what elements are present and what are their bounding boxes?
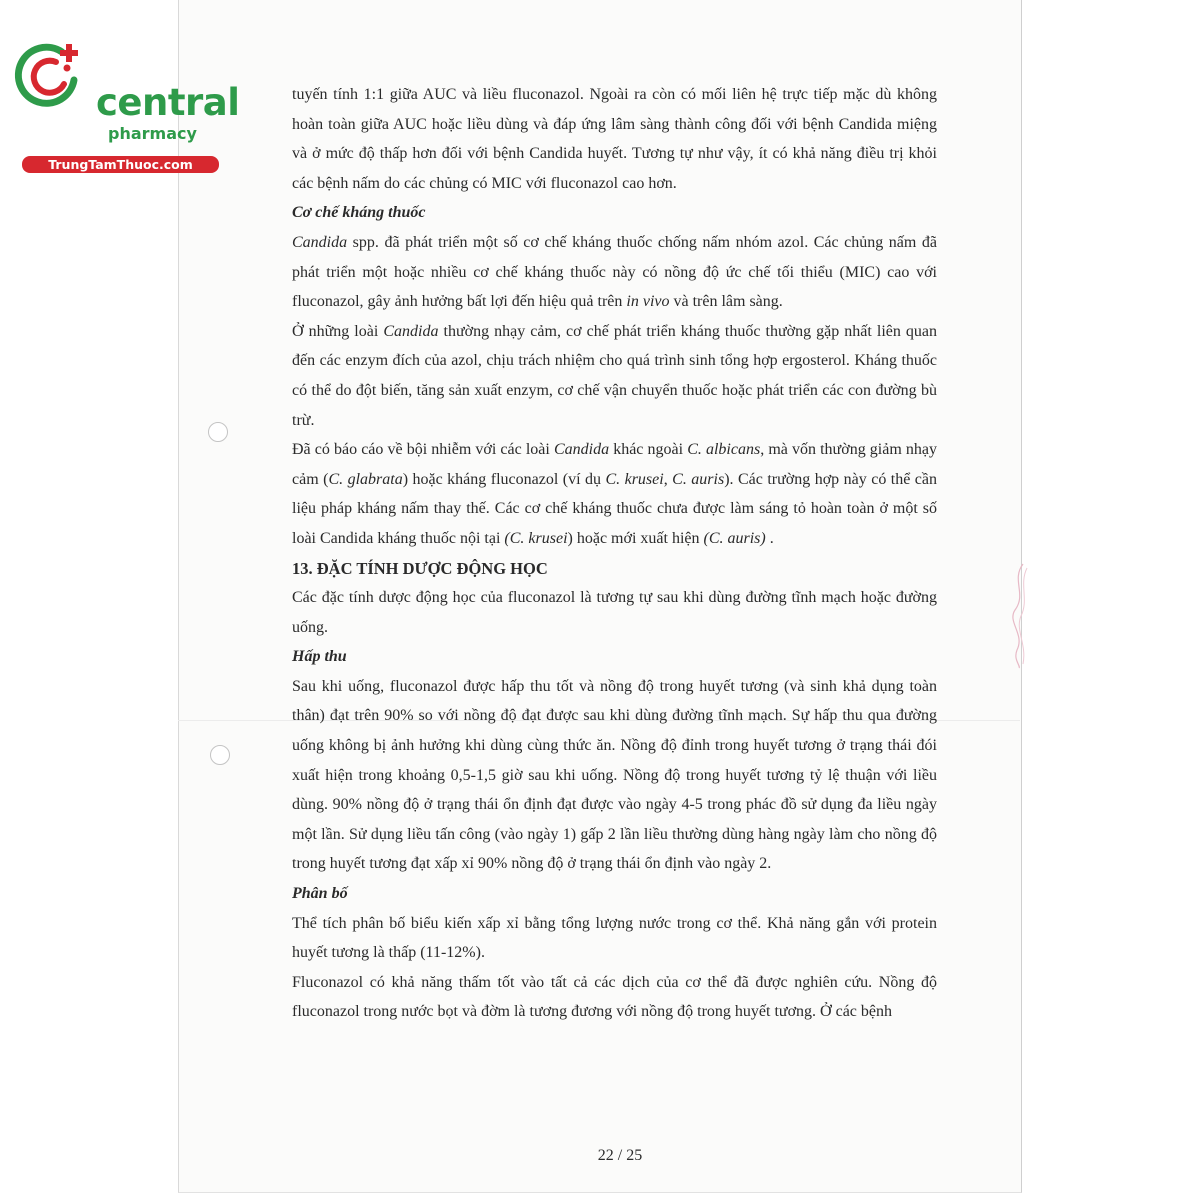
central-pharmacy-logo (10, 38, 240, 172)
paragraph-pk-intro: Các đặc tính dược động học của fluconazol là tương tự sau khi dùng đường tĩnh mạch hoặc đường uống. (292, 589, 937, 636)
term-candida: Candida (292, 233, 348, 251)
punch-hole (210, 745, 230, 765)
seal-stamp-edge (1005, 560, 1029, 670)
paragraph-candida-resistance: Candida spp. đã phát triển một số cơ chế kháng thuốc chống nấm nhóm azol. Các chủng nấm đã phát triển một hoặc nhiều cơ chế kháng thuốc này có nồng độ ức chế tối thiểu (MIC) cao với fluconazol, gây ảnh hưởng bất lợi đến hiệu quả trên in vivo và trên lâm sàng. (292, 233, 937, 311)
heading-distribution: Phân bố (292, 885, 348, 903)
punch-hole (208, 422, 228, 442)
logo-website: TrungTamThuoc.com (22, 156, 219, 173)
paragraph-absorption: Sau khi uống, fluconazol được hấp thu tốt và nồng độ trong huyết tương (và sinh khả dụng toàn thân) đạt trên 90% so với nồng độ đạt được sau khi dùng đường tĩnh mạch. Sự hấp thu qua đường uống không bị ảnh hưởng khi dùng cùng thức ăn. Nồng độ đỉnh trong huyết tương ở trạng thái đói xuất hiện trong khoảng 0,5-1,5 giờ sau khi uống. Nồng độ trong huyết tương tỷ lệ thuận với liều dùng. 90% nồng độ ở trạng thái ổn định đạt được vào ngày 4-5 trong phác đồ sử dụng đa liều ngày một lần. Sử dụng liều tấn công (vào ngày 1) gấp 2 lần liều thường dùng hàng ngày làm cho nồng độ trong huyết tương đạt xấp xỉ 90% nồng độ ở trạng thái ổn định vào ngày 2. (292, 677, 937, 873)
heading-resistance-mechanism: Cơ chế kháng thuốc (292, 204, 426, 222)
paragraph-distribution-fluids: Fluconazol có khả năng thấm tốt vào tất cả các dịch của cơ thể đã được nghiên cứu. Nồng độ fluconazol trong nước bọt và đờm là tương đương với nồng độ trong huyết tương. Ở các bệnh (292, 973, 937, 1021)
paragraph-sensitive-species: Ở những loài Candida thường nhạy cảm, cơ chế phát triển kháng thuốc thường gặp nhất liên quan đến các enzym đích của azol, chịu trách nhiệm cho quá trình sinh tổng hợp ergosterol. Kháng thuốc có thể do đột biến, tăng sản xuất enzym, cơ chế vận chuyển thuốc hoặc phát triển các con đường bù trừ. (292, 322, 938, 429)
paragraph-superinfection: Đã có báo cáo về bội nhiễm với các loài Candida khác ngoài C. albicans, mà vốn thường giảm nhạy cảm (C. glabrata) hoặc kháng fluconazol (ví dụ C. krusei, C. auris). Các trường hợp này có thể cần liệu pháp kháng nấm thay thế. Các cơ chế kháng thuốc chưa được làm sáng tỏ hoàn toàn ở một số loài Candida kháng thuốc nội tại (C. krusei) hoặc mới xuất hiện (C. auris) . (292, 441, 938, 547)
paragraph-auc: tuyến tính 1:1 giữa AUC và liều fluconazol. Ngoài ra còn có mối liên hệ trực tiếp mặc dù không hoàn toàn giữa AUC hoặc liều dùng và đáp ứng lâm sàng thành công đối với bệnh Candida miệng và ở mức độ thấp hơn đối với bệnh Candida huyết. Tương tự như vậy, ít có khả năng điều trị khỏi các bệnh nấm do các chủng có MIC với fluconazol cao hơn. (292, 86, 937, 192)
paragraph-distribution-volume: Thể tích phân bố biểu kiến xấp xỉ bằng tổng lượng nước trong cơ thể. Khả năng gắn với protein huyết tương là thấp (11-12%). (292, 914, 937, 962)
page-number: 22 / 25 (597, 1147, 643, 1164)
section-heading-pharmacokinetics: 13. ĐẶC TÍNH DƯỢC ĐỘNG HỌC (292, 558, 548, 578)
logo-subtitle: pharmacy (108, 124, 197, 143)
logo-name: central (96, 81, 240, 124)
heading-absorption: Hấp thu (292, 648, 347, 666)
term-candida: Candida (383, 322, 439, 340)
term-in-vivo: in vivo (626, 293, 670, 311)
document-body (292, 80, 937, 1027)
logo-ring-icon (12, 40, 84, 110)
